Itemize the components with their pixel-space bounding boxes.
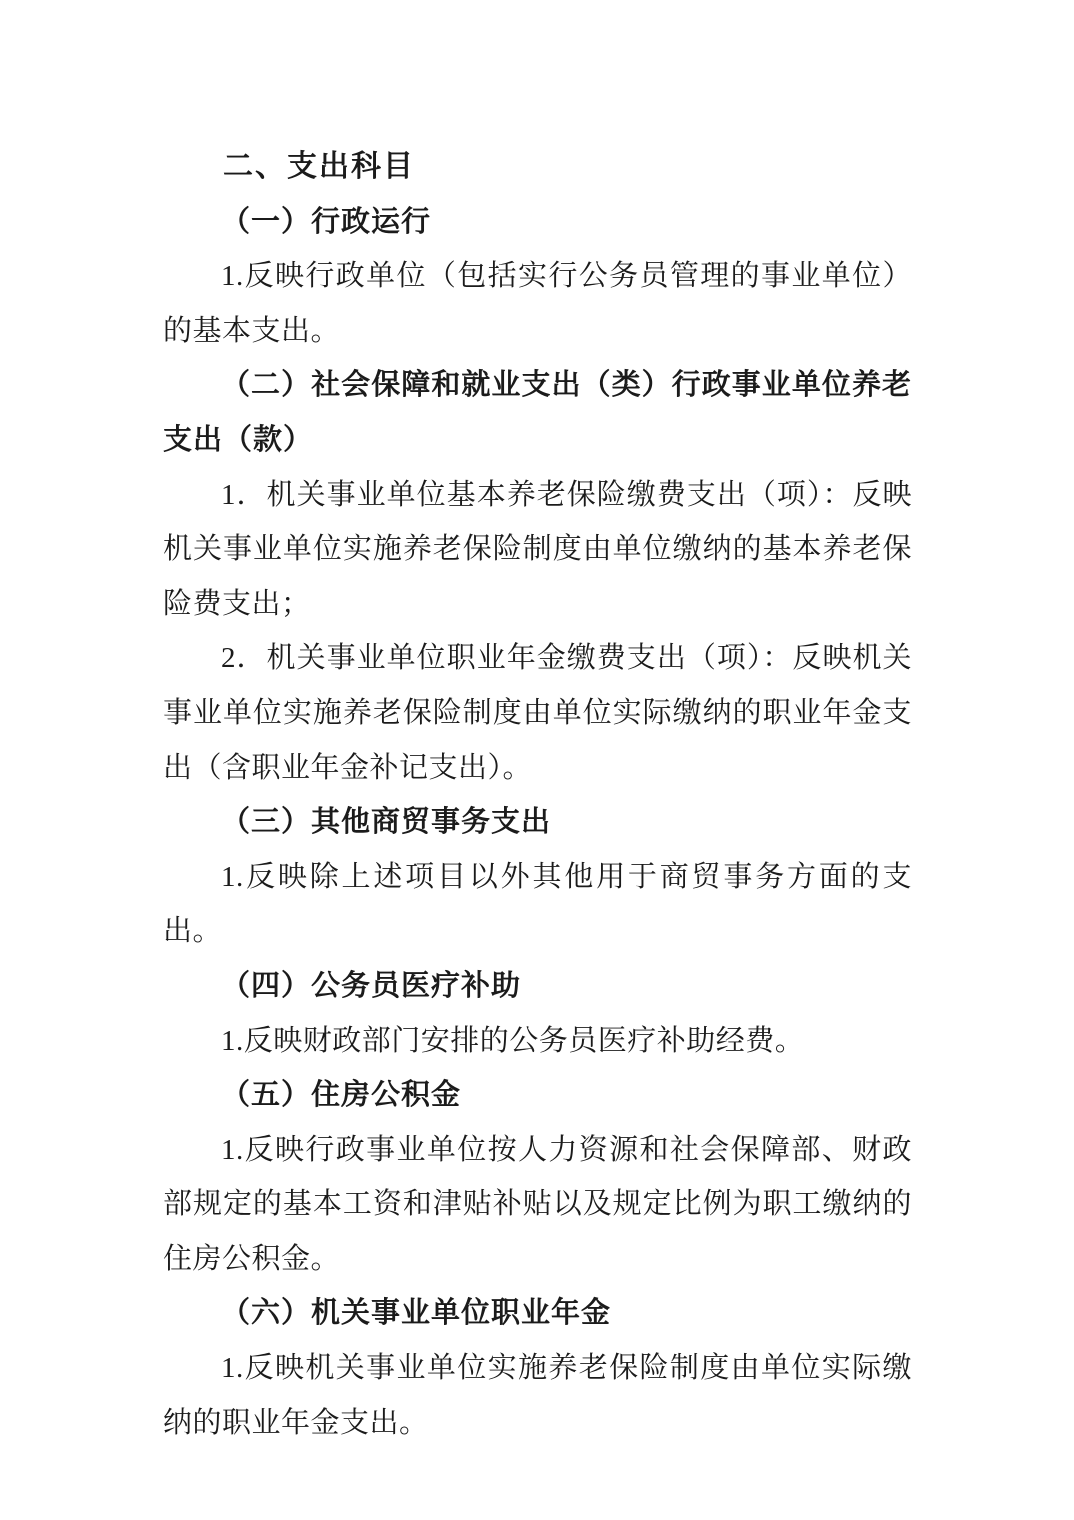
clause-heading-4-civil-servant-medical-subsidy: （四）公务员医疗补助 [221,969,522,1002]
section-heading-expenditure-categories: 二、支出科目 [223,150,415,183]
clause-heading-3-other-commerce-affairs: （三）其他商贸事务支出 [221,806,552,839]
clause-1-item-1: 1.反映行政单位（包括实行公务员管理的事业单位）的基本支出。 [163,260,912,347]
clause-3-item-1: 1.反映除上述项目以外其他用于商贸事务方面的支出。 [163,860,912,948]
clause-heading-1-administrative-operation: （一）行政运行 [221,205,432,238]
clause-heading-2-social-security-employment: （二）社会保障和就业支出（类）行政事业单位养老支出（款） [163,369,912,456]
clause-6-item-1: 1.反映机关事业单位实施养老保险制度由单位实际缴纳的职业年金支出。 [163,1352,912,1439]
clause-4-item-1: 1.反映财政部门安排的公务员医疗补助经费。 [221,1024,805,1057]
clause-2-item-1: 1．机关事业单位基本养老保险缴费支出（项）：反映机关事业单位实施养老保险制度由单位缴纳的基本养老保险费支出； [163,478,912,620]
clause-2-item-2: 2．机关事业单位职业年金缴费支出（项）：反映机关事业单位实施养老保险制度由单位实际缴纳的职业年金支出（含职业年金补记支出）。 [163,642,912,784]
clause-5-item-1: 1.反映行政事业单位按人力资源和社会保障部、财政部规定的基本工资和津贴补贴以及规定比例为职工缴纳的住房公积金。 [163,1133,912,1275]
clause-heading-5-housing-provident-fund: （五）住房公积金 [221,1079,462,1112]
clause-heading-6-occupational-annuity: （六）机关事业单位职业年金 [221,1297,612,1330]
document-body [163,140,912,1450]
